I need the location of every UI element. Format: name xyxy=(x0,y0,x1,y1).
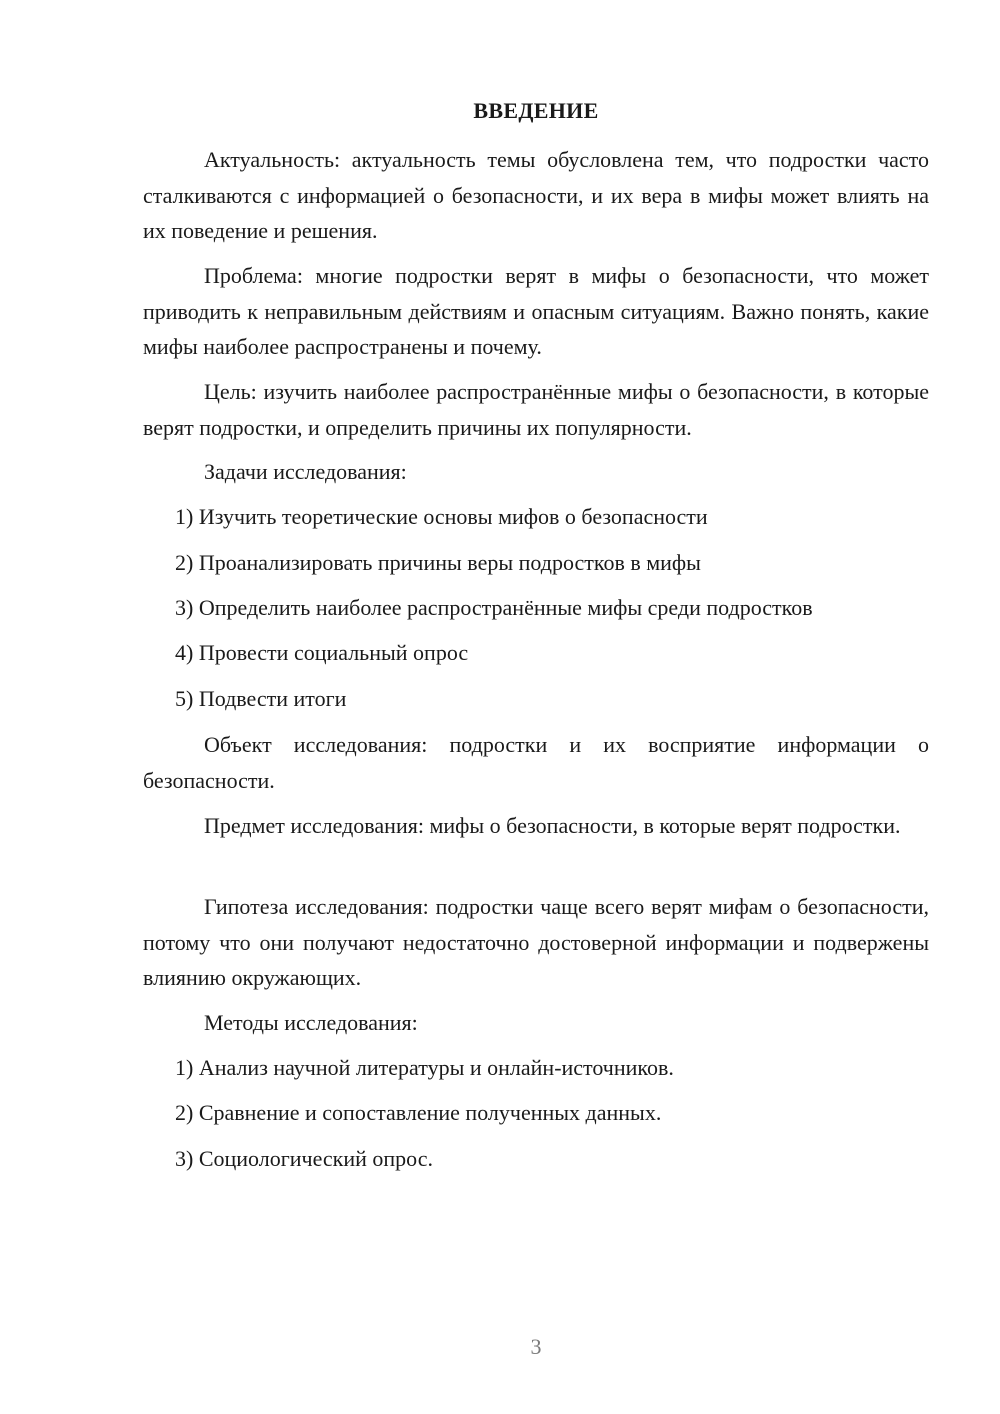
paragraph-subject: Предмет исследования: мифы о безопасности, в которые верят подростки. xyxy=(204,813,901,838)
methods-title: Методы исследования: xyxy=(204,1010,418,1035)
task-item-2: 2) Проанализировать причины веры подростков в мифы xyxy=(175,550,701,575)
tasks-title: Задачи исследования: xyxy=(204,459,407,484)
page-number: 3 xyxy=(530,1334,542,1359)
task-item-1: 1) Изучить теоретические основы мифов о безопасности xyxy=(175,504,708,529)
paragraph-goal: Цель: изучить наиболее распространённые мифы о безопасности, в которые верят подростки, и определить причины их популярности. xyxy=(143,379,929,440)
method-item-3: 3) Социологический опрос. xyxy=(175,1146,433,1171)
method-item-1: 1) Анализ научной литературы и онлайн-источников. xyxy=(175,1055,674,1080)
paragraph-problem: Проблема: многие подростки верят в мифы о безопасности, что может приводить к неправильным действиям и опасным ситуациям. Важно понять, какие мифы наиболее распространены и почему. xyxy=(143,263,929,359)
section-heading: ВВЕДЕНИЕ xyxy=(473,98,599,123)
task-item-3: 3) Определить наиболее распространённые мифы среди подростков xyxy=(175,595,813,620)
task-item-4: 4) Провести социальный опрос xyxy=(175,640,469,665)
task-item-5: 5) Подвести итоги xyxy=(175,686,347,711)
paragraph-object: Объект исследования: подростки и их восприятие информации о безопасности. xyxy=(143,732,929,793)
paragraph-hypothesis: Гипотеза исследования: подростки чаще всего верят мифам о безопасности, потому что они получают недостаточно достоверной информации и подвержены влиянию окружающих. xyxy=(143,894,929,990)
method-item-2: 2) Сравнение и сопоставление полученных данных. xyxy=(175,1100,662,1125)
paragraph-relevance: Актуальность: актуальность темы обусловлена тем, что подростки часто сталкиваются с информацией о безопасности, и их вера в мифы может влиять на их поведение и решения. xyxy=(143,147,929,243)
